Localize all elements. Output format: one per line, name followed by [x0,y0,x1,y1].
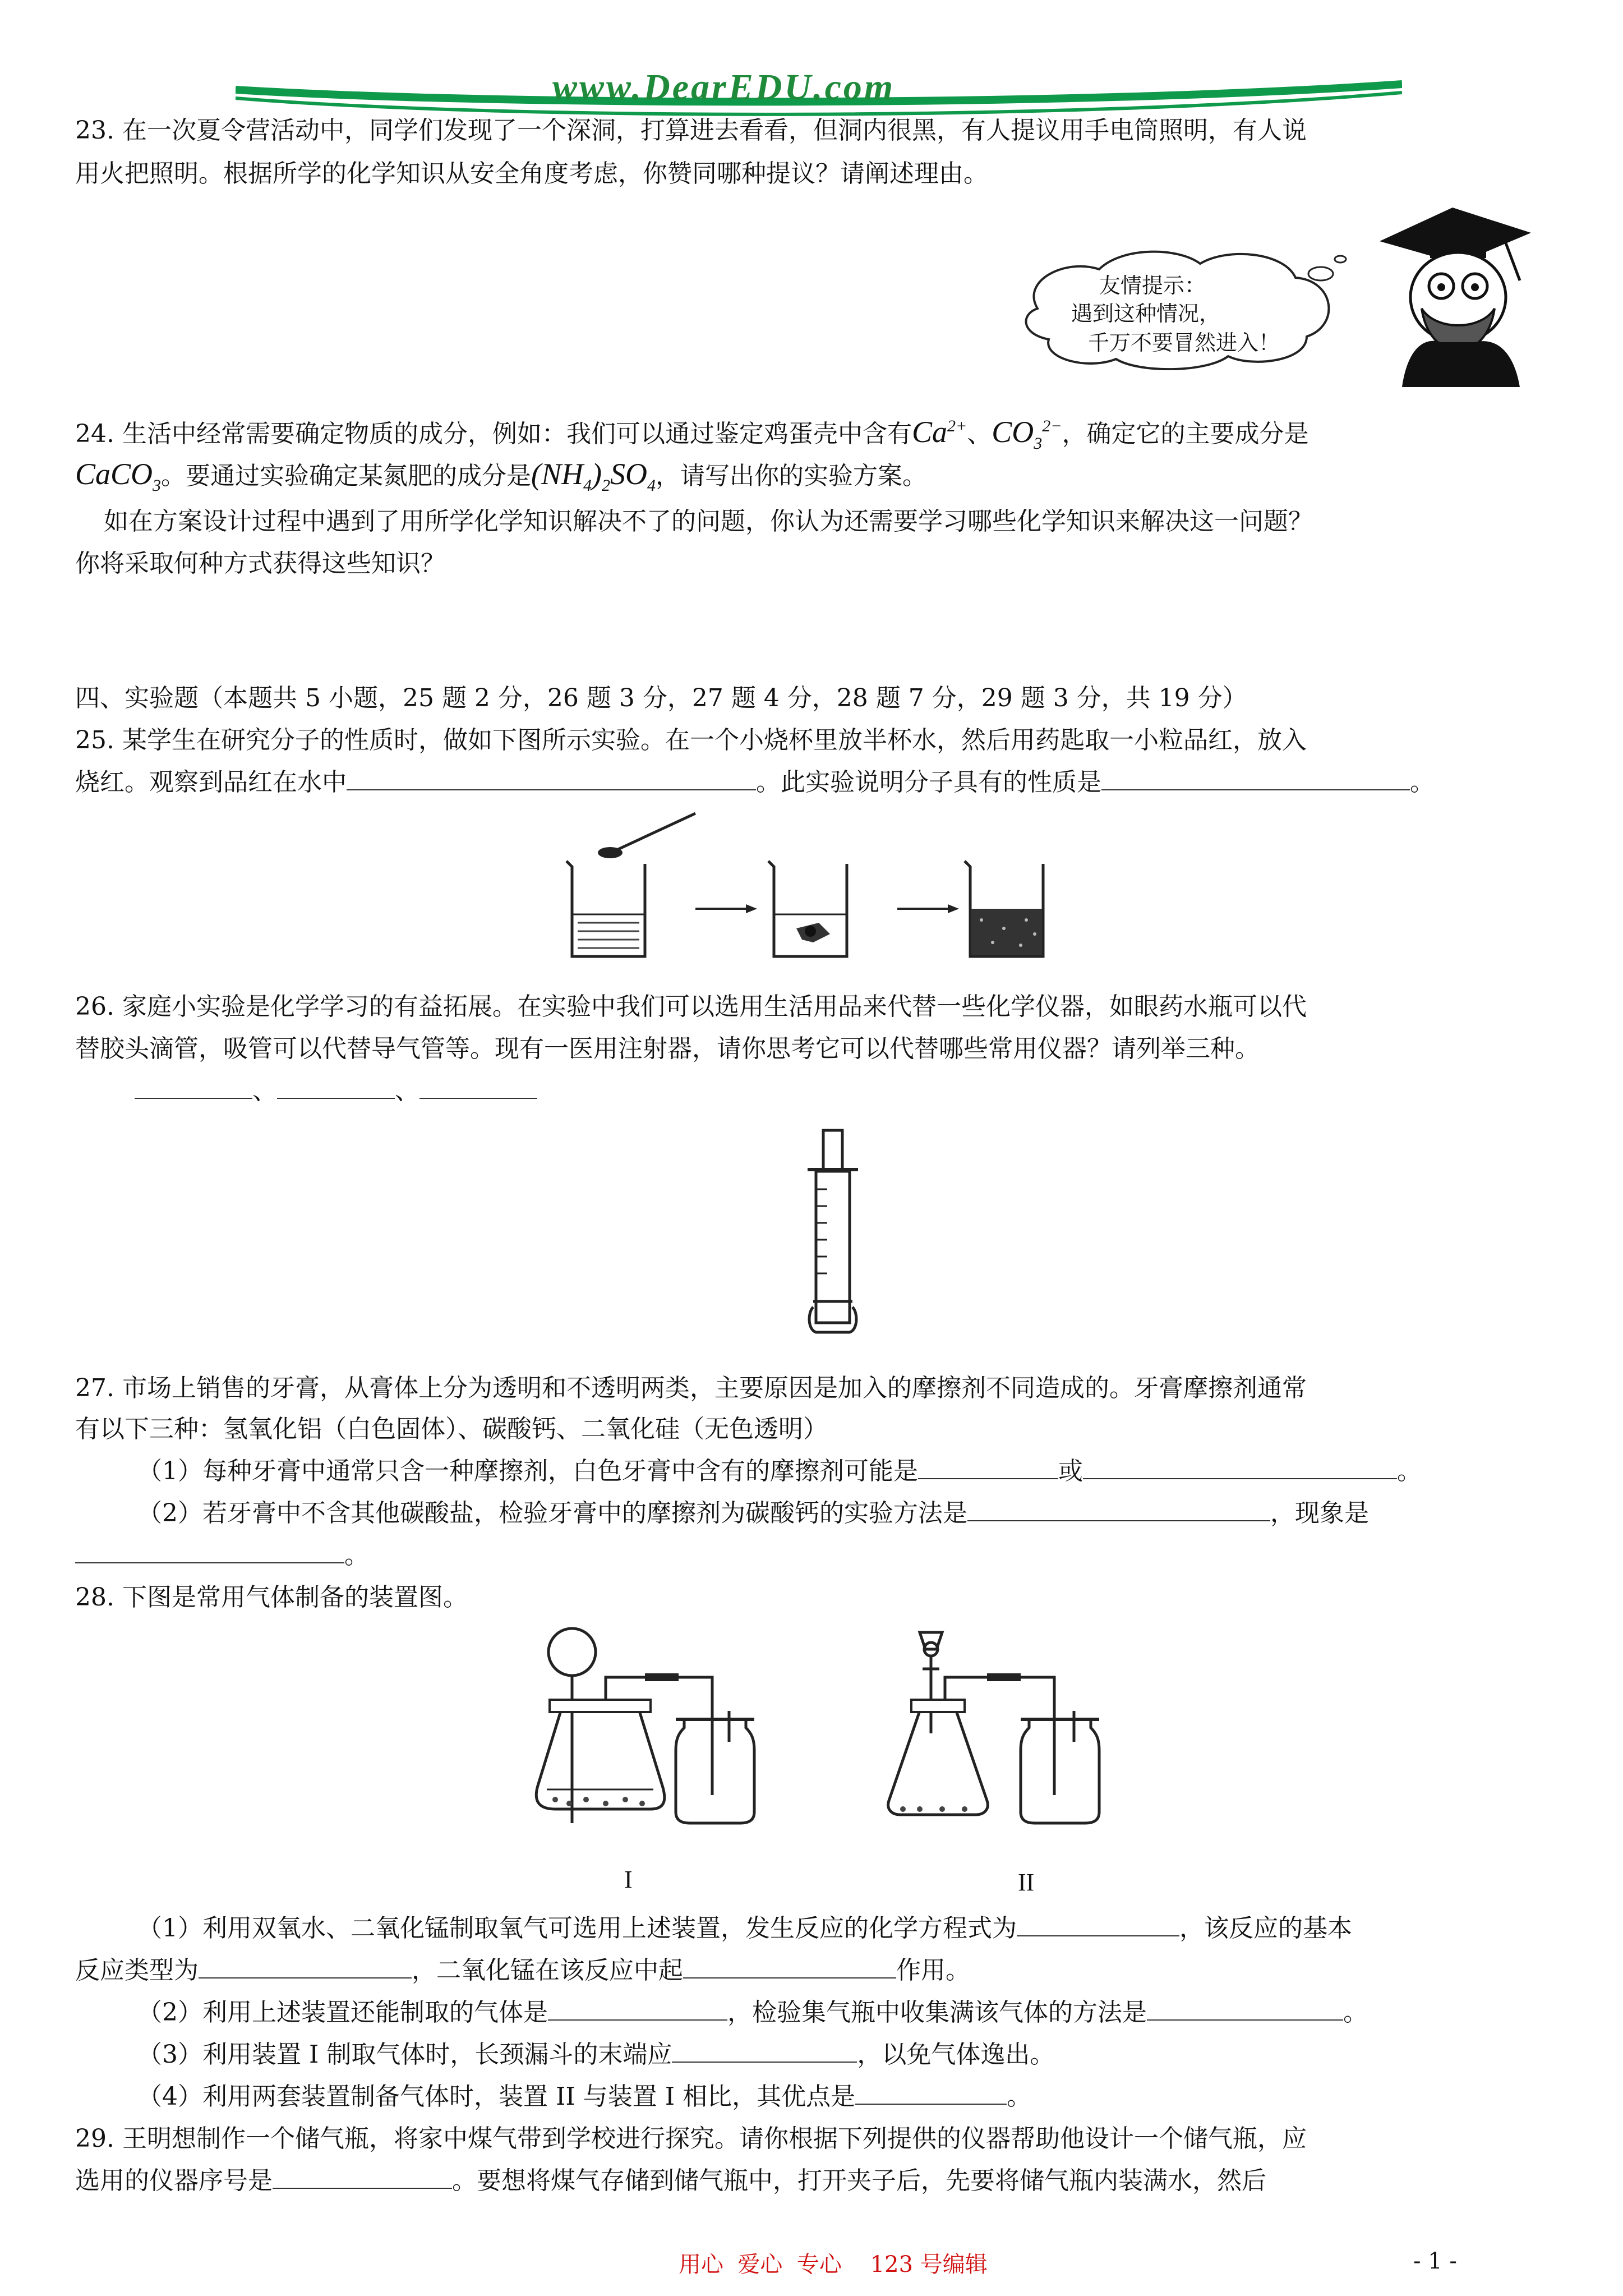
q28-p1-text-d: ，二氧化锰在该反应中起 [412,1956,683,1985]
q28-p3-text-b: ，以免气体逸出。 [857,2040,1055,2069]
q25-end: 。 [1410,768,1435,797]
beaker-diagram [555,808,1082,970]
formula-carbonate-ion: $CO_3^{2-}$ [992,415,1062,453]
formula-ca-ion: $Ca^{2+}$ [911,415,967,449]
q29-line2 [75,2164,1556,2198]
q28-p3-text: （3）利用装置 I 制取气体时，长颈漏斗的末端应 [137,2040,672,2069]
q28-p2-text-b: ，检验集气瓶中收集满该气体的方法是 [727,1998,1147,2027]
q28-blank-3[interactable] [683,1955,896,1978]
syringe-diagram [802,1128,864,1341]
q28-title: 28. 下图是常用气体制备的装置图。 [75,1583,468,1612]
q25-line1: 25. 某学生在研究分子的性质时，做如下图所示实验。在一个小烧杯里放半杯水，然后用药匙取一小粒品红，放入 [75,726,1307,754]
bubble-text-3: 千万不要冒然进入！ [1088,330,1280,355]
q25-blank-2[interactable] [1101,767,1410,790]
q28-blank-5[interactable] [1147,1997,1343,2021]
q26-sep-2: 、 [395,1076,419,1105]
q25-blank-1[interactable] [347,767,756,790]
q27-p2-end: 。 [344,1541,369,1570]
q25-text-a: 烧红。观察到品红在水中 [75,768,347,797]
q23-line1: 23. 在一次夏令营活动中，同学们发现了一个深洞，打算进去看看，但洞内很黑，有人提议用手电筒照明，有人说 [75,116,1307,145]
q28-blank-1[interactable] [1017,1913,1179,1936]
q27-p1-or: 或 [1058,1457,1083,1485]
q27-p2-text-b: ，现象是 [1270,1499,1369,1527]
q26-line1: 26. 家庭小实验是化学学习的有益拓展。在实验中我们可以选用生活用品来代替一些化学仪器，如眼药水瓶可以代 [75,992,1307,1021]
site-logo: www.DearEDU.com [552,67,896,108]
footer-credit: 用心 爱心 专心 123 号编辑 [679,2252,988,2277]
q27-line1: 27. 市场上销售的牙膏，从膏体上分为透明和不透明两类，主要原因是加入的摩擦剂不同造成的。牙膏摩擦剂通常 [75,1374,1307,1402]
q24-text-d: ，请写出你的实验方案。 [656,462,928,490]
formula-ammonium-sulfate: $(NH_4)_2SO_4$ [531,457,656,495]
q26-blank-3[interactable] [419,1075,537,1099]
q26-sep-1: 、 [252,1076,277,1105]
professor-cartoon [1368,202,1542,387]
q24-sep: 、 [967,420,992,448]
q28-p2-end: 。 [1343,1998,1368,2027]
q24-text-b: ，确定它的主要成分是 [1062,420,1309,448]
q28-p4-text: （4）利用两套装置制备气体时，装置 II 与装置 I 相比，其优点是 [137,2082,856,2111]
q24-line4: 你将采取何种方式获得这些知识？ [75,549,445,578]
q28-part3 [137,2038,1556,2072]
q29-text-b: 。要想将煤气存储到储气瓶中，打开夹子后，先要将储气瓶内装满水，然后 [452,2166,1266,2195]
q27-part1 [137,1455,1556,1488]
q28-p1-text: （1）利用双氧水、二氧化锰制取氧气可选用上述装置，发生反应的化学方程式为 [137,1914,1017,1943]
q28-part1 [137,1912,1556,1945]
gas-apparatus-diagram [494,1621,1133,1913]
q26-line2: 替胶头滴管，吸管可以代替导气管等。现有一医用注射器，请你思考它可以代替哪些常用仪器？请列举三种。 [75,1034,1260,1063]
q29-line1: 29. 王明想制作一个储气瓶，将家中煤气带到学校进行探究。请你根据下列提供的仪器帮助他设计一个储气瓶，应 [75,2124,1307,2153]
q25-text-b: 。此实验说明分子具有的性质是 [756,768,1101,797]
q24-line3: 如在方案设计过程中遇到了用所学化学知识解决不了的问题，你认为还需要学习哪些化学知识来解决这一问题？ [104,507,1313,536]
q26-answer-row [135,1074,1556,1108]
q26-blank-1[interactable] [135,1075,252,1099]
bubble-text-1: 友情提示： [1099,273,1206,298]
q27-line2: 有以下三种：氢氧化铝（白色固体）、碳酸钙、二氧化硅（无色透明） [75,1415,828,1443]
section-4-heading: 四、实验题（本题共 5 小题，25 题 2 分，26 题 3 分，27 题 4 分，28 题 7 分，29 题 3 分，共 19 分） [75,684,1247,712]
apparatus-label-2: II [1018,1869,1035,1896]
q24-text-c: 。要通过实验确定某氮肥的成分是 [161,462,532,490]
q28-part4 [137,2080,1556,2114]
q23-line2: 用火把照明。根据所学的化学知识从安全角度考虑，你赞同哪种提议？请阐述理由。 [75,159,988,188]
q28-part1-cont [75,1954,1556,1987]
q28-p2-text: （2）利用上述装置还能制取的气体是 [137,1998,548,2027]
page-number: - 1 - [1413,2248,1457,2274]
formula-caco3: CaCO$_3$ [75,457,162,495]
q28-blank-7[interactable] [855,2081,1007,2105]
q27-blank-1[interactable] [918,1456,1058,1479]
q29-blank-1[interactable] [273,2165,452,2189]
q27-p1-end: 。 [1397,1457,1422,1485]
q27-blank-2[interactable] [1083,1456,1397,1479]
q25-line2 [75,766,1556,799]
bubble-text-2: 遇到这种情况， [1071,301,1221,326]
q27-part2-cont [75,1539,1556,1572]
q28-blank-4[interactable] [548,1997,727,2021]
q24-line1 [75,409,1556,461]
q28-p4-end: 。 [1007,2082,1032,2111]
q27-p2-text: （2）若牙膏中不含其他碳酸盐，检验牙膏中的摩擦剂为碳酸钙的实验方法是 [137,1499,967,1527]
q27-blank-4[interactable] [75,1540,344,1563]
q26-blank-2[interactable] [277,1075,395,1099]
q28-part2 [137,1996,1556,2030]
q29-text-a: 选用的仪器序号是 [75,2166,273,2195]
q28-p1-text-c: 反应类型为 [75,1956,199,1985]
q28-p1-text-b: ，该反应的基本 [1179,1914,1352,1943]
apparatus-label-1: I [624,1866,633,1893]
q24-text-a: 24. 生活中经常需要确定物质的成分，例如：我们可以通过鉴定鸡蛋壳中含有 [75,420,912,448]
hint-bubble [1015,247,1346,359]
q28-blank-6[interactable] [672,2039,857,2063]
q27-p1-text: （1）每种牙膏中通常只含一种摩擦剂，白色牙膏中含有的摩擦剂可能是 [137,1457,918,1485]
q28-blank-2[interactable] [199,1955,412,1978]
q27-blank-3[interactable] [967,1498,1270,1521]
q24-line2 [75,457,1556,503]
q27-part2 [137,1497,1556,1530]
q28-p1-text-e: 作用。 [896,1956,970,1985]
